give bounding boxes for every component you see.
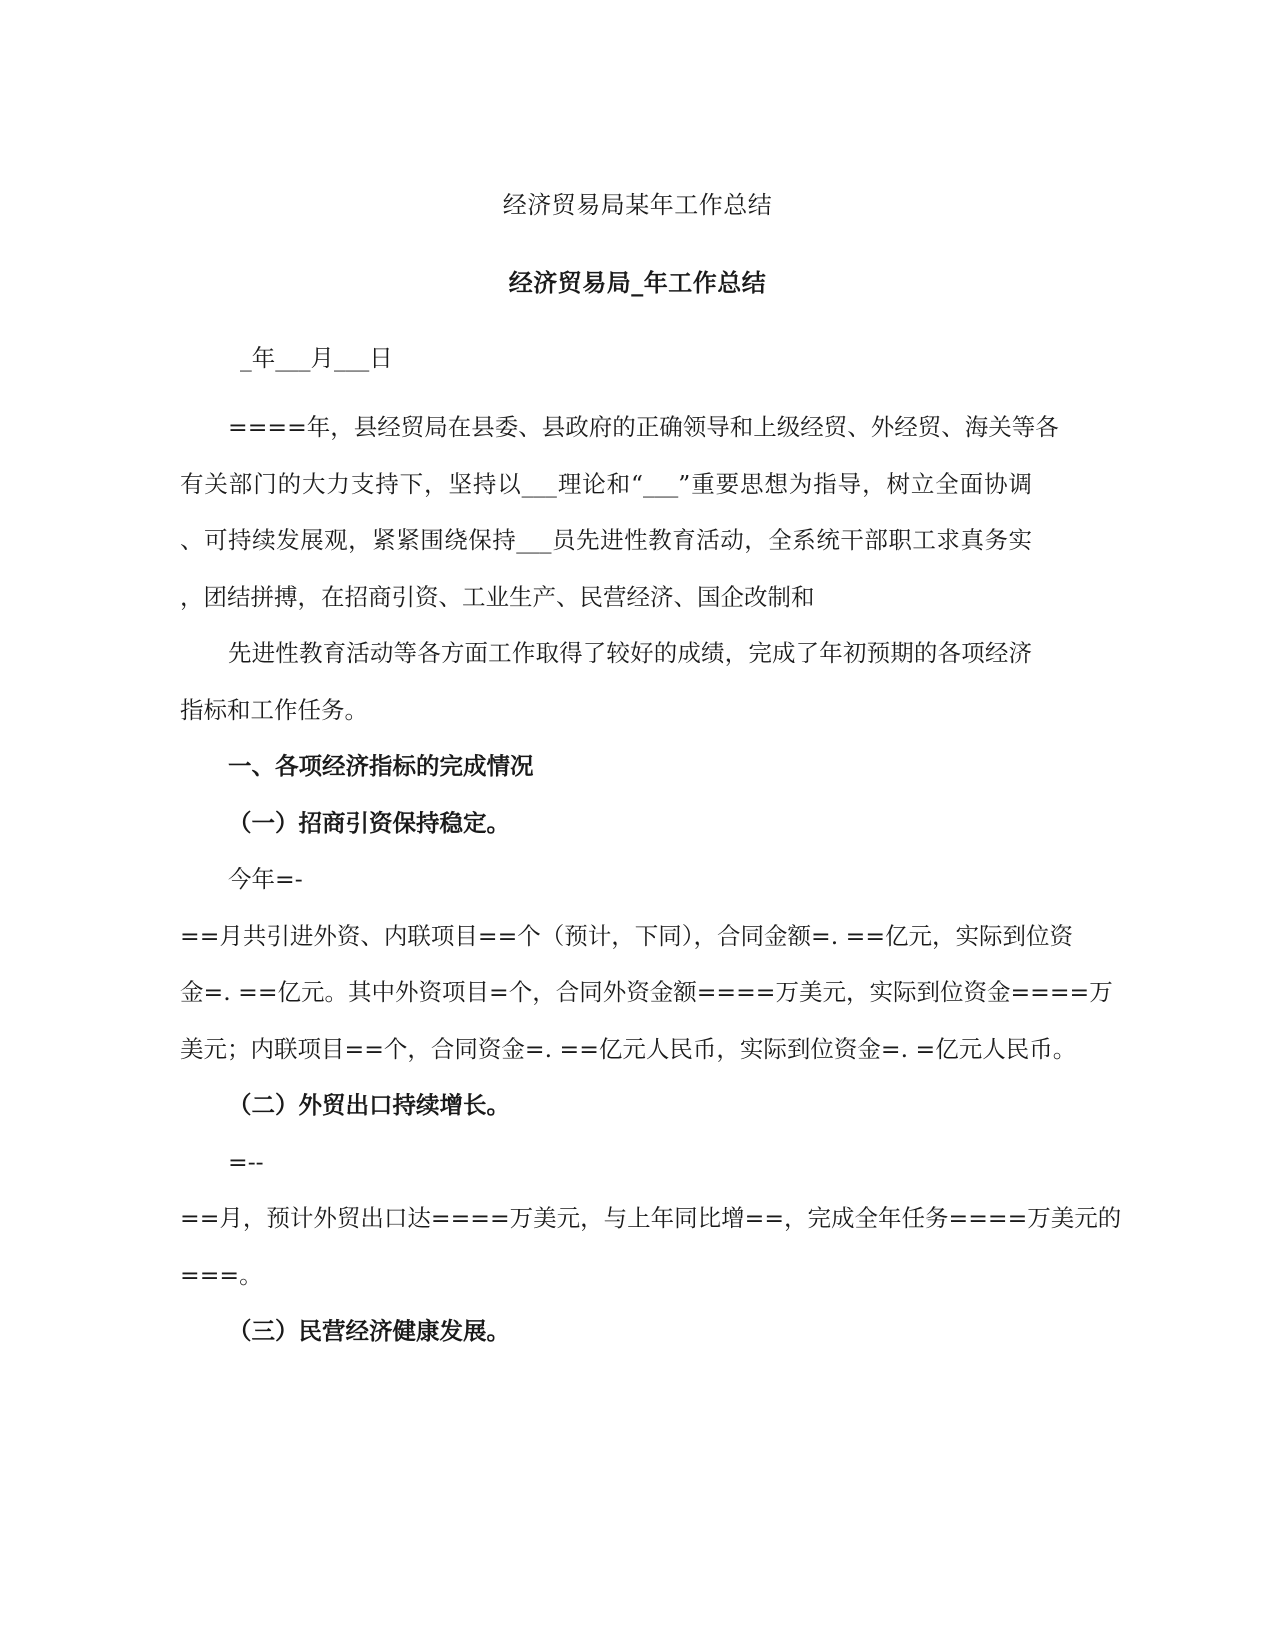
- subsection-1-line-1: ==月共引进外资、内联项目==个（预计，下同），合同金额=. ==亿元，实际到位资: [180, 922, 1074, 950]
- document-subtitle: 经济贸易局_年工作总结: [508, 269, 767, 297]
- date-line: _年___月___日: [240, 344, 393, 372]
- subsection-heading-3: （三）民营经济健康发展。: [228, 1317, 510, 1345]
- intro-line-3: 、可持续发展观，紧紧围绕保持___员先进性教育活动，全系统干部职工求真务实: [180, 526, 1032, 554]
- subsection-2-lead: =--: [228, 1148, 264, 1176]
- intro-line-4: ，团结拼搏，在招商引资、工业生产、民营经济、国企改制和: [180, 583, 815, 611]
- subsection-1-line-3: 美元；内联项目==个，合同资金=. ==亿元人民币，实际到位资金=. =亿元人民币。: [180, 1035, 1077, 1063]
- intro-line-2: 有关部门的大力支持下，坚持以___理论和“___”重要思想为指导，树立全面协调: [180, 470, 1032, 498]
- subsection-2-line-2: ===。: [180, 1261, 263, 1289]
- subsection-heading-1: （一）招商引资保持稳定。: [228, 809, 510, 837]
- document-title: 经济贸易局某年工作总结: [502, 191, 773, 219]
- section-heading-1: 一、各项经济指标的完成情况: [228, 752, 534, 780]
- subsection-2-line-1: ==月，预计外贸出口达====万美元，与上年同比增==，完成全年任务====万美元的: [180, 1204, 1122, 1232]
- intro2-line-2: 指标和工作任务。: [180, 696, 368, 724]
- intro-line-1: ====年，县经贸局在县委、县政府的正确领导和上级经贸、外经贸、海关等各: [228, 413, 1059, 441]
- subsection-1-line-2: 金=. ==亿元。其中外资项目=个，合同外资金额====万美元，实际到位资金====万: [180, 978, 1113, 1006]
- intro2-line-1: 先进性教育活动等各方面工作取得了较好的成绩，完成了年初预期的各项经济: [228, 639, 1032, 667]
- subsection-heading-2: （二）外贸出口持续增长。: [228, 1091, 510, 1119]
- subsection-1-lead: 今年=-: [228, 865, 303, 893]
